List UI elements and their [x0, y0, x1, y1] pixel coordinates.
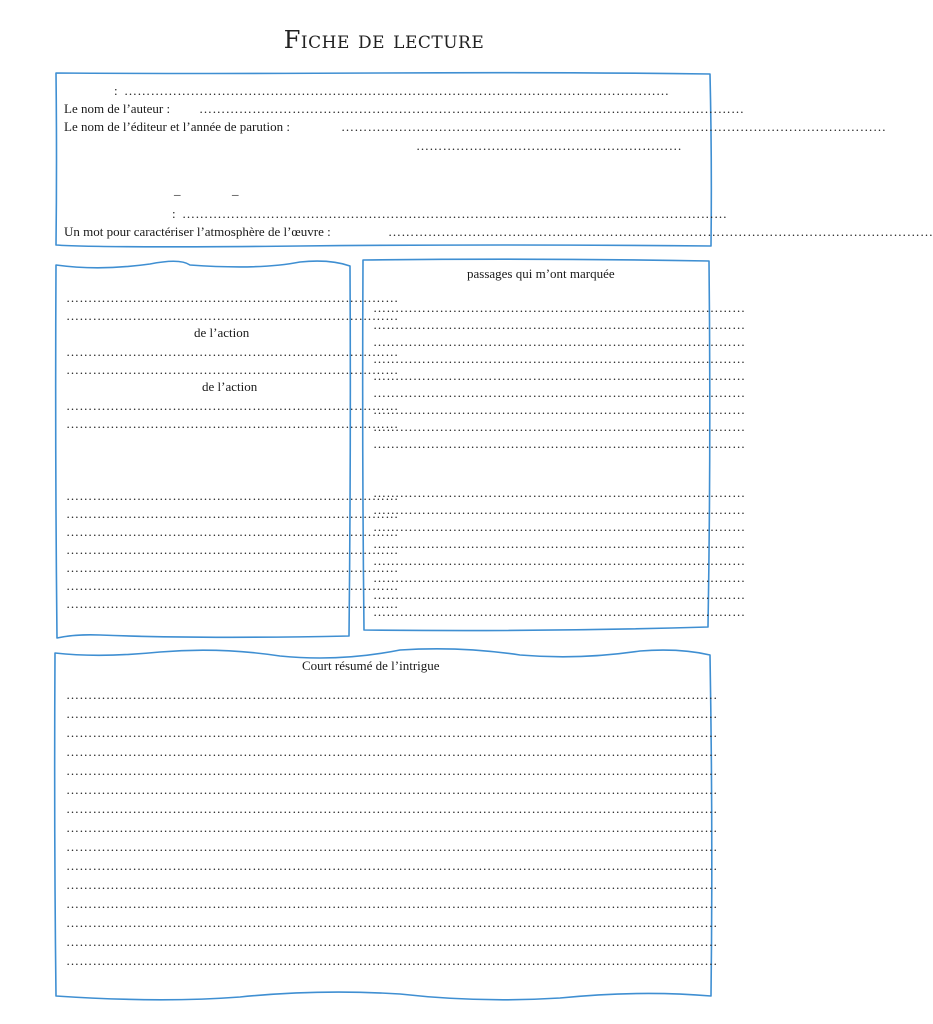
- right-line-14[interactable]: …………………………………………………………………………: [373, 553, 746, 568]
- left-line-5[interactable]: …………………………………………………………………: [66, 398, 399, 413]
- left-heading-2: de l’action: [202, 379, 258, 394]
- right-line-7[interactable]: …………………………………………………………………………: [373, 402, 746, 417]
- title-field-input-line[interactable]: ……………………………………………………………………………………………………………: [124, 83, 670, 98]
- right-line-3[interactable]: …………………………………………………………………………: [373, 334, 746, 349]
- genre-input-line[interactable]: ……………………………………………………………………………………………………………: [182, 206, 728, 221]
- summary-line-10[interactable]: …………………………………………………………………………………………………………………………………: [66, 858, 718, 873]
- summary-line-13[interactable]: …………………………………………………………………………………………………………………………………: [66, 915, 718, 930]
- publisher-input-line-2[interactable]: ……………………………………………………: [416, 138, 682, 153]
- left-line-9[interactable]: …………………………………………………………………: [66, 524, 399, 539]
- summary-line-1[interactable]: …………………………………………………………………………………………………………………………………: [66, 687, 718, 702]
- right-line-11[interactable]: …………………………………………………………………………: [373, 502, 746, 517]
- summary-line-3[interactable]: …………………………………………………………………………………………………………………………………: [66, 725, 718, 740]
- summary-line-9[interactable]: …………………………………………………………………………………………………………………………………: [66, 839, 718, 854]
- summary-line-6[interactable]: …………………………………………………………………………………………………………………………………: [66, 782, 718, 797]
- author-input-line[interactable]: ……………………………………………………………………………………………………………: [199, 101, 745, 116]
- right-line-1[interactable]: …………………………………………………………………………: [373, 300, 746, 315]
- right-line-13[interactable]: …………………………………………………………………………: [373, 536, 746, 551]
- right-line-17[interactable]: …………………………………………………………………………: [373, 604, 746, 619]
- summary-line-5[interactable]: …………………………………………………………………………………………………………………………………: [66, 763, 718, 778]
- left-line-3[interactable]: …………………………………………………………………: [66, 344, 399, 359]
- right-line-4[interactable]: …………………………………………………………………………: [373, 351, 746, 366]
- right-line-15[interactable]: …………………………………………………………………………: [373, 570, 746, 585]
- right-line-8[interactable]: …………………………………………………………………………: [373, 419, 746, 434]
- left-line-11[interactable]: …………………………………………………………………: [66, 560, 399, 575]
- left-line-1[interactable]: …………………………………………………………………: [66, 290, 399, 305]
- right-line-9[interactable]: …………………………………………………………………………: [373, 436, 746, 451]
- right-line-16[interactable]: …………………………………………………………………………: [373, 587, 746, 602]
- left-line-10[interactable]: …………………………………………………………………: [66, 542, 399, 557]
- summary-heading: Court résumé de l’intrigue: [302, 658, 440, 673]
- left-line-7[interactable]: …………………………………………………………………: [66, 488, 399, 503]
- title-field-separator: :: [114, 83, 118, 98]
- right-line-6[interactable]: …………………………………………………………………………: [373, 385, 746, 400]
- mood-label: Un mot pour caractériser l’atmosphère de l’œuvre :: [64, 224, 331, 239]
- summary-line-7[interactable]: …………………………………………………………………………………………………………………………………: [66, 801, 718, 816]
- summary-line-15[interactable]: …………………………………………………………………………………………………………………………………: [66, 953, 718, 968]
- publisher-label: Le nom de l’éditeur et l’année de parution :: [64, 119, 290, 134]
- left-line-6[interactable]: …………………………………………………………………: [66, 416, 399, 431]
- summary-line-14[interactable]: …………………………………………………………………………………………………………………………………: [66, 934, 718, 949]
- left-heading-1: de l’action: [194, 325, 250, 340]
- right-heading: passages qui m’ont marquée: [467, 266, 615, 281]
- genre-field-separator: :: [172, 206, 176, 221]
- publisher-input-line[interactable]: ……………………………………………………………………………………………………………: [341, 119, 887, 134]
- left-line-4[interactable]: …………………………………………………………………: [66, 362, 399, 377]
- right-line-5[interactable]: …………………………………………………………………………: [373, 368, 746, 383]
- left-line-13[interactable]: …………………………………………………………………: [66, 596, 399, 611]
- summary-line-12[interactable]: …………………………………………………………………………………………………………………………………: [66, 896, 718, 911]
- left-line-8[interactable]: …………………………………………………………………: [66, 506, 399, 521]
- right-line-10[interactable]: …………………………………………………………………………: [373, 485, 746, 500]
- right-line-12[interactable]: …………………………………………………………………………: [373, 519, 746, 534]
- page-title: Fiche de lecture: [283, 26, 485, 54]
- left-line-12[interactable]: …………………………………………………………………: [66, 578, 399, 593]
- right-line-2[interactable]: …………………………………………………………………………: [373, 317, 746, 332]
- left-line-2[interactable]: …………………………………………………………………: [66, 308, 399, 323]
- summary-line-4[interactable]: …………………………………………………………………………………………………………………………………: [66, 744, 718, 759]
- summary-line-2[interactable]: …………………………………………………………………………………………………………………………………: [66, 706, 718, 721]
- author-label: Le nom de l’auteur :: [64, 101, 171, 116]
- summary-line-11[interactable]: …………………………………………………………………………………………………………………………………: [66, 877, 718, 892]
- date-dash-2: _: [232, 182, 239, 197]
- date-dash-1: _: [174, 182, 181, 197]
- mood-input-line[interactable]: ……………………………………………………………………………………………………………: [388, 224, 933, 239]
- summary-line-8[interactable]: …………………………………………………………………………………………………………………………………: [66, 820, 718, 835]
